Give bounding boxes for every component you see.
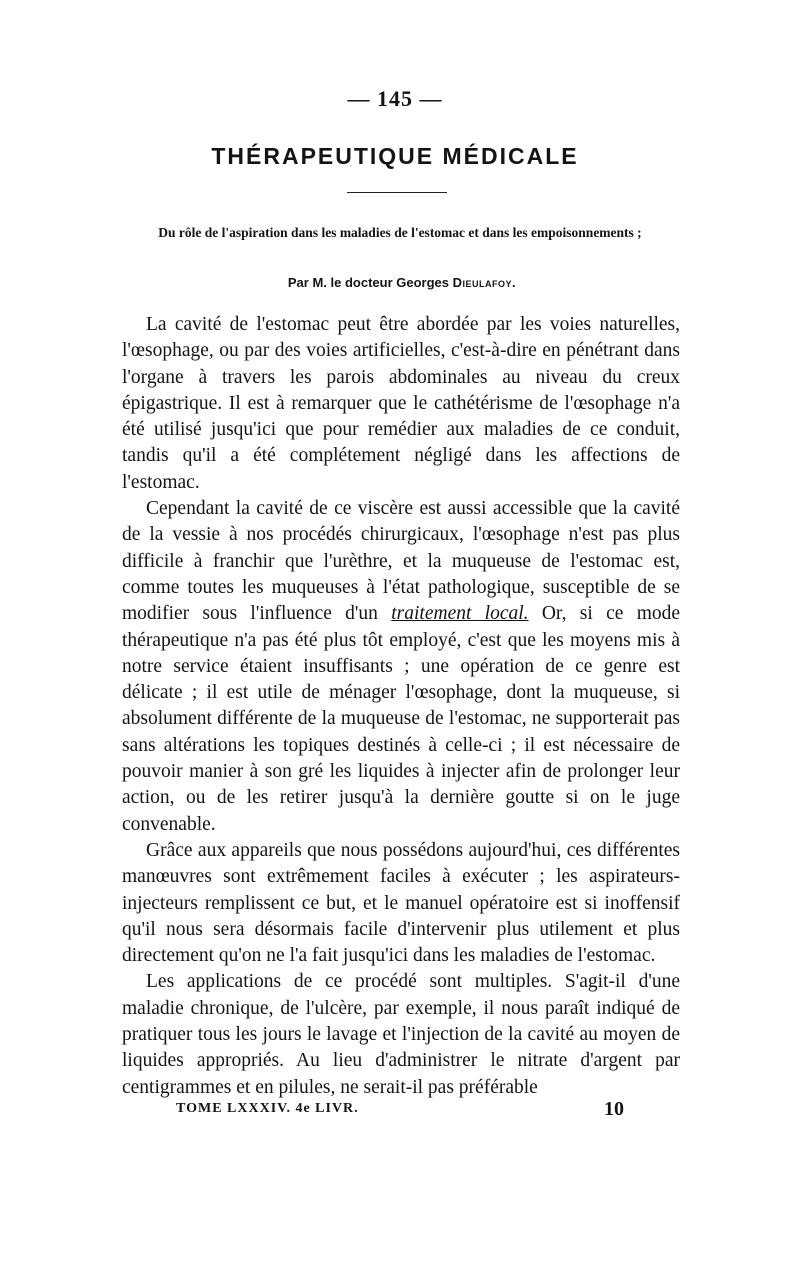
author-name: Dieulafoy. (452, 275, 517, 290)
article-title: Du rôle de l'aspiration dans les maladies de l'estomac et dans les empoisonnements ; (158, 225, 642, 240)
paragraph-2 (122, 496, 680, 838)
section-title: THÉRAPEUTIQUE MÉDICALE (211, 143, 579, 169)
paragraph-2-text-b: Or, si ce mode thérapeutique n'a pas été plus tôt employé, c'est que les moyens mis à notre service étaient insuffisants ; une opération de ce genre est délicate ; il est utile de ménager l'œsophage, dont la muqueuse, si absolument différente de la muqueuse de l'estomac, ne supporterait pas sans altérations les topiques destinés à celle-ci ; il est nécessaire de pouvoir manier à son gré les liquides à injecter afin de prolonger leur action, ou de les retirer jusqu'à la dernière goutte si on le juge convenable. (122, 603, 681, 835)
emphasis-traitement-local: traitement local. (391, 603, 529, 625)
paragraph-4: Les applications de ce procédé sont multiples. S'agit-il d'une maladie chronique, de l'ulcère, par exemple, il nous paraît indiqué de pratiquer tous les jours le lavage et l'injection de la cavité au moyen de liquides appropriés. Au lieu d'administrer le nitrate d'argent par centigrammes et en pilules, ne serait-il pas préférable (122, 971, 680, 1098)
author-prefix: Par M. le docteur Georges (287, 275, 449, 290)
paragraph-3: Grâce aux appareils que nous possédons aujourd'hui, ces différentes manœuvres sont extrêmement faciles à exécuter ; les aspirateurs-injecteurs remplissent ce but, et le manuel opératoire est si inoffensif qu'il nous sera désormais facile d'intervenir plus utilement et plus directement qu'on ne l'a fait jusqu'ici dans les maladies de l'estomac. (122, 839, 680, 967)
article-body (122, 312, 680, 1101)
paragraph-1: La cavité de l'estomac peut être abordée par les voies naturelles, l'œsophage, ou par des voies artificielles, c'est-à-dire en pénétrant dans l'organe à travers les parois abdominales au niveau du creux épigastrique. Il est à remarquer que le cathétérisme de l'œsophage n'a été utilisé jusqu'ici que pour remédier aux maladies de ce conduit, tandis qu'il a été complétement négligé dans les affections de l'estomac. (122, 314, 680, 493)
page-number: — 145 — (347, 86, 443, 111)
title-rule (347, 192, 447, 193)
footer-signature-number: 10 (604, 1098, 624, 1120)
author-line (122, 275, 682, 290)
footer-volume: TOME LXXXIV. 4e LIVR. (176, 1101, 359, 1116)
paragraph-2-text-a: Cependant la cavité de ce viscère est aussi accessible que la cavité de la vessie à nos procédés chirurgicaux, l'œsophage n'est pas plus difficile à franchir que l'urèthre, et la muqueuse de l'estomac est, comme toutes les muqueuses à l'état pathologique, susceptible de se modifier sous l'influence d'un (122, 498, 680, 625)
